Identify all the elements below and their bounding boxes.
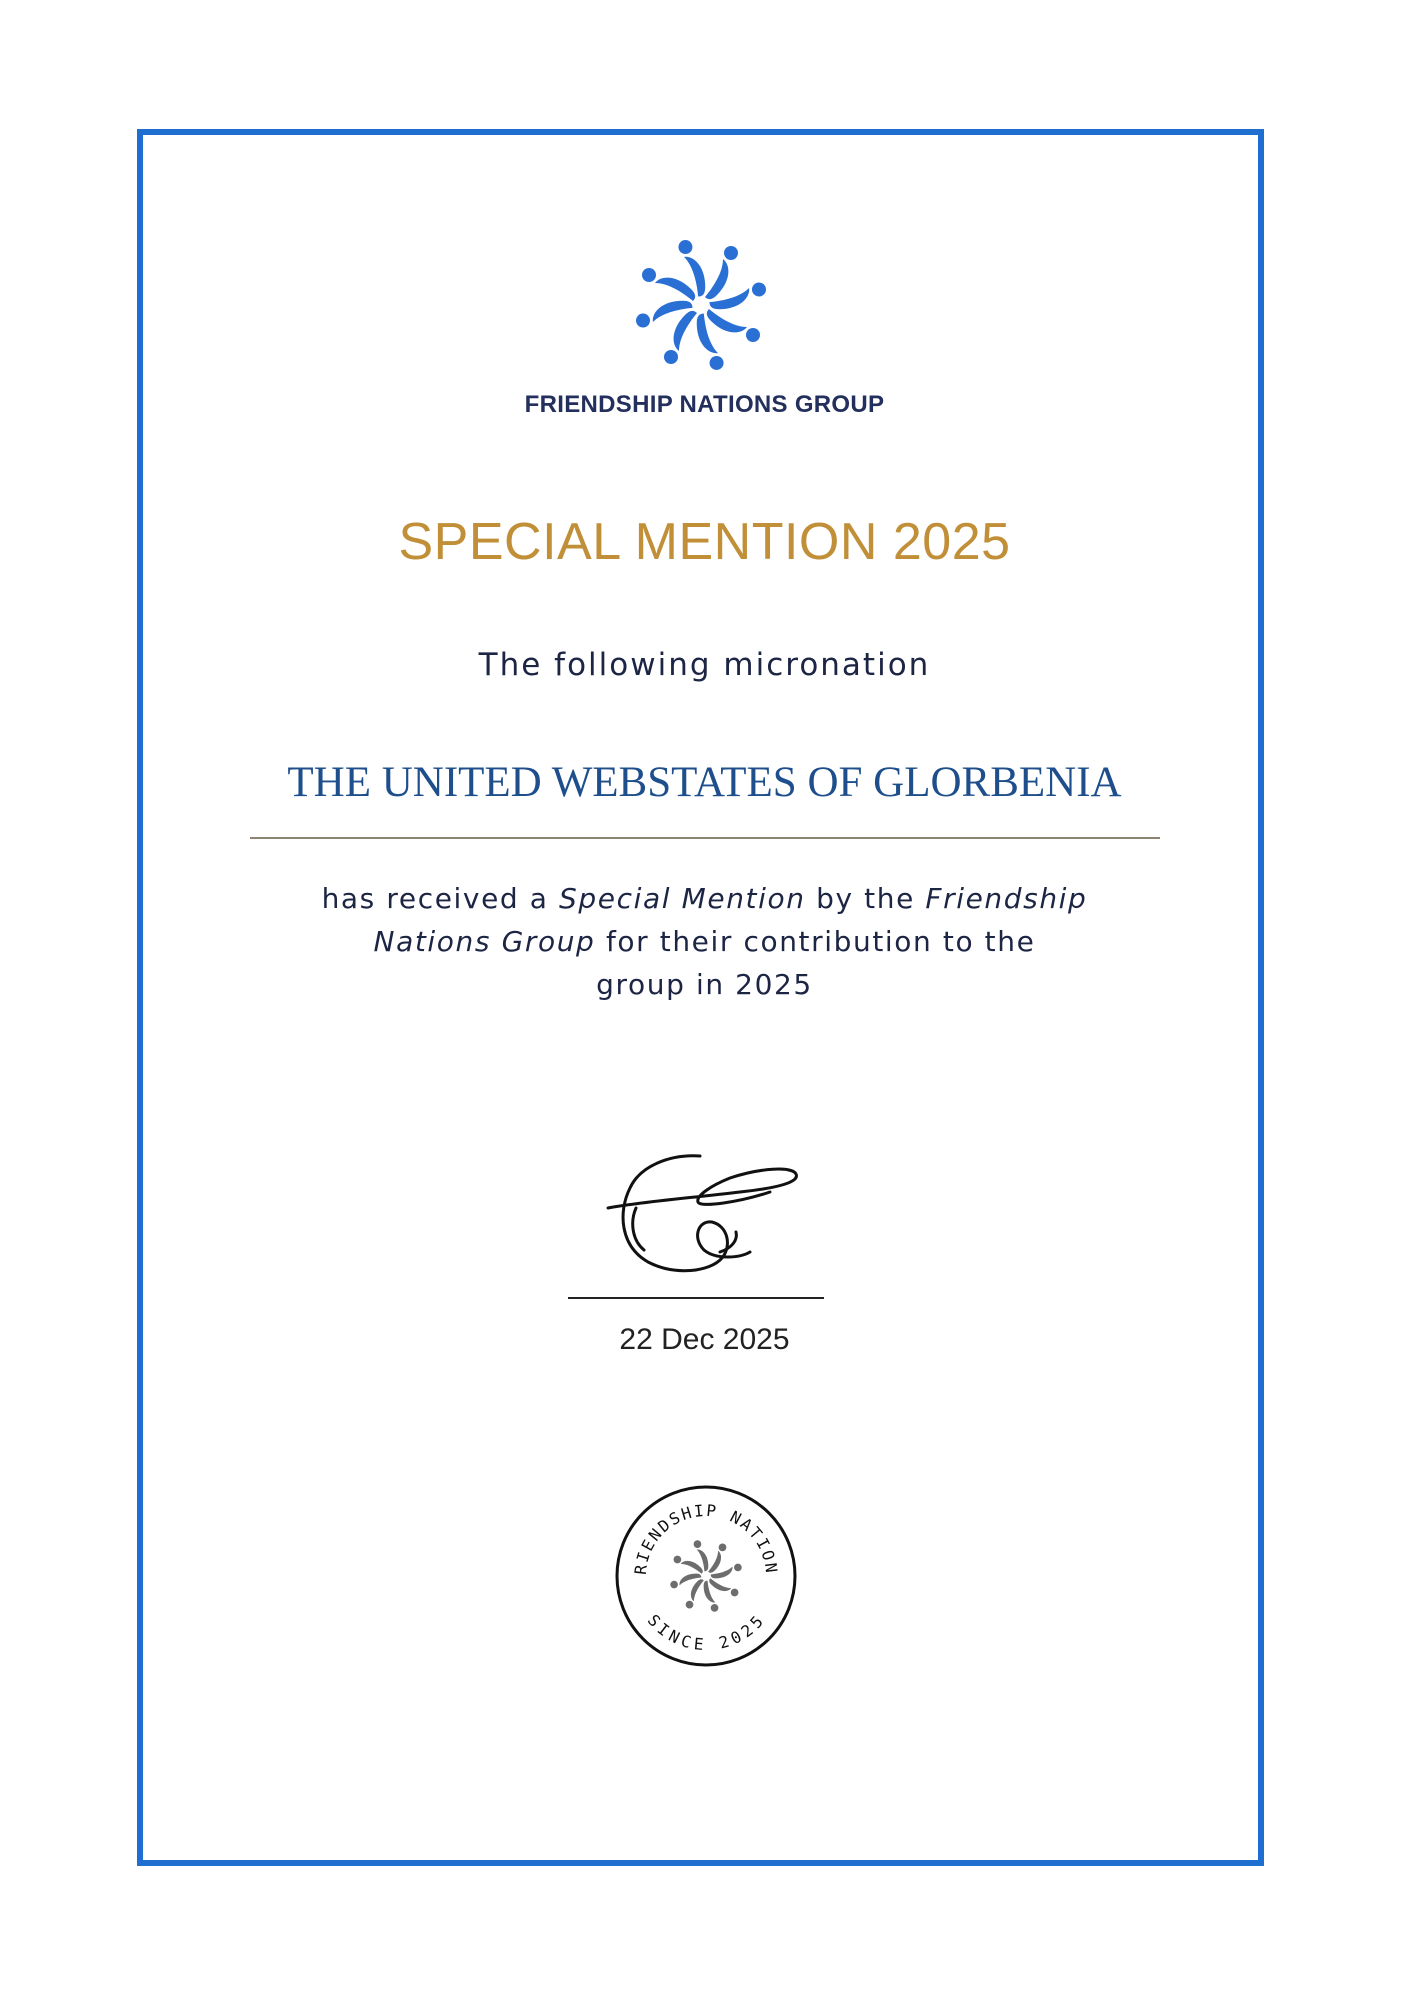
award-title: SPECIAL MENTION 2025 <box>398 513 1011 571</box>
svg-text:FRIENDSHIP NATIONS: RIENDSHIP NATION <box>630 1500 782 1576</box>
recipient-underline <box>250 837 1160 839</box>
citation-line-1: has received a Special Mention by the Friendship <box>321 882 1088 915</box>
recipient-name: THE UNITED WEBSTATES OF GLORBENIA <box>287 759 1122 806</box>
citation-line-2: Nations Group for their contribution to the <box>373 925 1036 958</box>
signature-line <box>568 1297 824 1299</box>
intro-text: The following micronation <box>478 647 931 683</box>
friendship-logo-icon <box>636 240 766 370</box>
signature-icon <box>600 1148 820 1288</box>
citation-line-3: group in 2025 <box>596 968 813 1001</box>
org-name: FRIENDSHIP NATIONS GROUP <box>524 391 885 418</box>
svg-text:SINCE 2025: SINCE 2025 <box>643 1610 769 1655</box>
citation-text <box>0 877 1409 1006</box>
signature-date: 22 Dec 2025 <box>619 1323 790 1356</box>
friendship-nations-seal-icon <box>614 1484 798 1668</box>
